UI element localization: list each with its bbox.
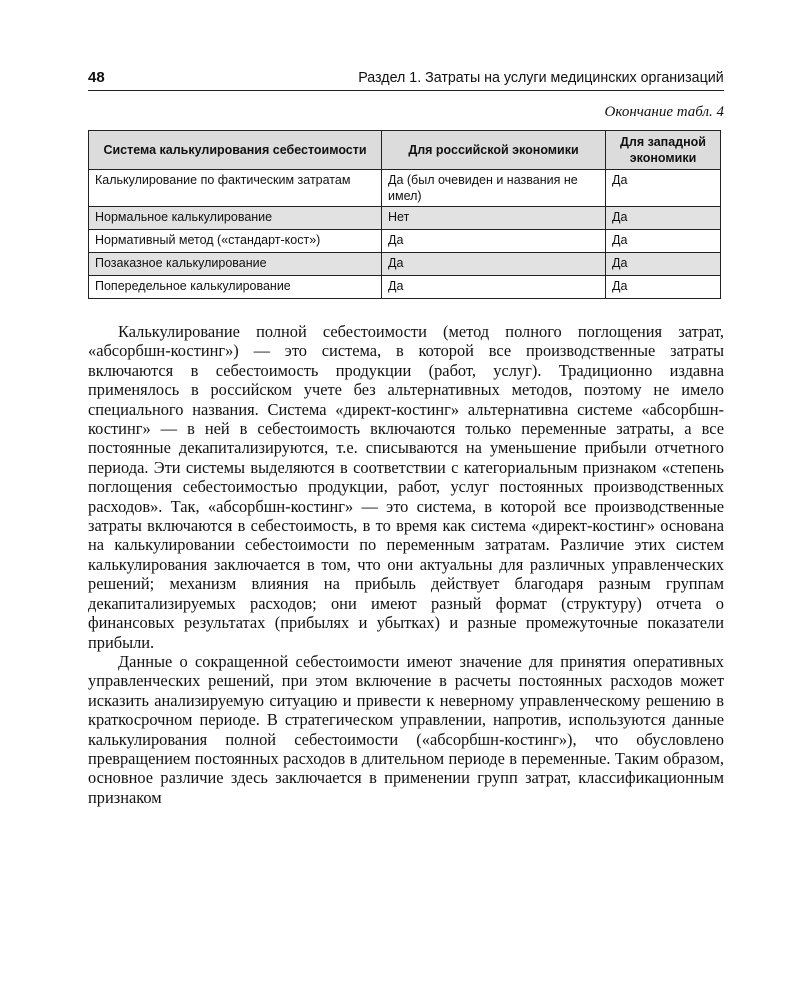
column-header: Система калькулирования себестоимости [89, 131, 382, 170]
table-cell: Нет [382, 207, 606, 230]
table-cell: Да [382, 253, 606, 276]
costing-systems-table [88, 130, 721, 299]
table-cell: Да [382, 230, 606, 253]
table-row [89, 207, 721, 230]
table-cell: Да [606, 170, 721, 207]
table-cell: Да [606, 230, 721, 253]
running-title: Раздел 1. Затраты на услуги медицинских организаций [358, 69, 724, 86]
paragraph: Калькулирование полной себестоимости (метод полного поглощения затрат, «абсорбшн-костинг») — это система, в которой все производственные затраты включаются в себестоимость продукции (работ, услуг). Традиционно издавна применялось в российском учете без альтернативных методов, поэтому не имело специального названия. Система «директ-костинг» альтернативна системе «абсорбшн-костинг» — в ней в себестоимость включаются только переменные затраты, а все постоянные декапитализируются, т.е. списываются на уменьшение прибыли отчетного периода. Эти системы выделяются в соответствии с категориальным признаком «степень поглощения себестоимостью продукции, работ, услуг постоянных производственных расходов». Так, «абсорбшн-костинг» — это система, в которой все производственные затраты включаются в себестоимость, в то время как система «директ-костинг» основана на калькулировании себестоимости по переменным затратам. Различие этих систем калькулирования заключается в том, что они актуальны для различных управленческих решений; механизм влияния на прибыль действует благодаря разным группам декапитализируемых расходов; они имеют разный формат (структуру) отчета о финансовых результатах (прибылях и убытках) и разные промежуточные показатели прибыли. [88, 322, 724, 652]
column-header: Для российской экономики [382, 131, 606, 170]
table-row [89, 230, 721, 253]
table-cell: Да [606, 253, 721, 276]
table-row [89, 170, 721, 207]
table-cell: Попередельное калькулирование [89, 276, 382, 299]
table-cell: Калькулирование по фактическим затратам [89, 170, 382, 207]
table-caption: Окончание табл. 4 [604, 104, 724, 120]
table-cell: Нормальное калькулирование [89, 207, 382, 230]
body-text [88, 322, 724, 807]
table-header-row [89, 131, 721, 170]
table-cell: Нормативный метод («стандарт-кост») [89, 230, 382, 253]
paragraph: Данные о сокращенной себестоимости имеют значение для принятия оперативных управленческих решений, при этом включение в расчеты постоянных расходов может исказить анализируемую ситуацию и привести к неверному управленческому решению в краткосрочном периоде. В стратегическом управлении, напротив, используются данные калькулирования полной себестоимости («абсорбшн-костинг»), что обусловлено превращением постоянных расходов в длительном периоде в переменные. Таким образом, основное различие здесь заключается в применении групп затрат, классификационным признаком [88, 651, 724, 807]
table-cell: Позаказное калькулирование [89, 253, 382, 276]
column-header: Для западной экономики [606, 131, 721, 170]
table-row [89, 276, 721, 299]
table-cell: Да (был очевиден и названия не имел) [382, 170, 606, 207]
table-row [89, 253, 721, 276]
table-cell: Да [606, 207, 721, 230]
running-header-bar [88, 68, 724, 91]
page-number: 48 [88, 69, 105, 86]
table-cell: Да [382, 276, 606, 299]
table-cell: Да [606, 276, 721, 299]
